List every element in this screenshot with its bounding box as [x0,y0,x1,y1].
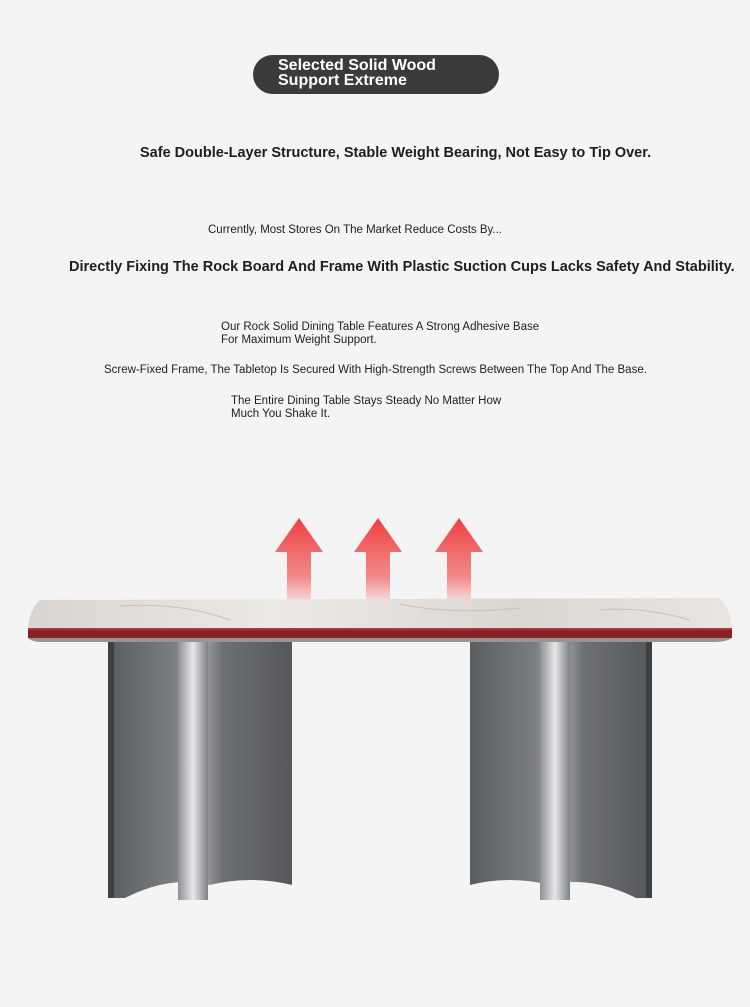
table-leg-left [108,642,292,900]
up-arrow-icon [354,518,402,605]
feature-adhesive-text: Our Rock Solid Dining Table Features A Strong Adhesive Base For Maximum Weight Support. [221,321,540,346]
title-badge [253,55,499,94]
dining-table-illustration [0,480,750,920]
up-arrow-icon [435,518,483,605]
problem-text: Directly Fixing The Rock Board And Frame With Plastic Suction Cups Lacks Safety And Stability. [69,259,735,275]
table-leg-right [470,642,652,900]
headline-text: Safe Double-Layer Structure, Stable Weight Bearing, Not Easy to Tip Over. [140,145,652,161]
feature-screws-text: Screw-Fixed Frame, The Tabletop Is Secured With High-Strength Screws Between The Top And The Base. [104,364,647,376]
tabletop [28,598,732,642]
feature-stability-text: The Entire Dining Table Stays Steady No Matter How Much You Shake It. [231,395,502,420]
title-badge-line1: Selected Solid Wood [278,57,436,74]
intro-text: Currently, Most Stores On The Market Reduce Costs By... [208,224,502,236]
up-arrow-icon [275,518,323,605]
title-badge-line2: Support Extreme [278,72,407,89]
